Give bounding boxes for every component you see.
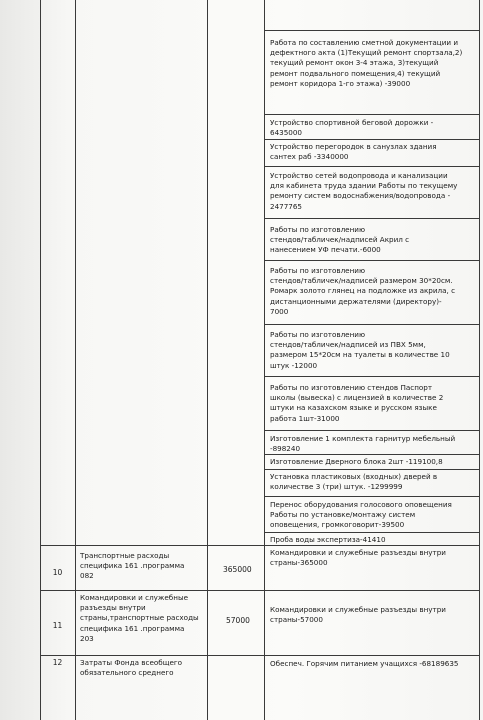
row-detail: Обеспеч. Горячим питанием учащихся -68189635 <box>270 659 459 668</box>
row-separator <box>264 376 480 377</box>
detail-block: Установка пластиковых (входных) дверей в количестве 3 (три) штук. -1299999 <box>270 472 438 492</box>
detail-block: Работа по составлению сметной документации и дефектного акта (1)Текущий ремонт спортзала,2) текущий ремонт окон 3-4 этажа, 3)текущий ремонт подвального помещения,4) текущий ремонт коридора 1-го этажа) -39000 <box>270 38 463 88</box>
row-detail: Командировки и служебные разъезды внутри страны-57000 <box>270 605 446 625</box>
row-amount: 57000 <box>226 616 250 625</box>
table-border-left <box>40 0 41 720</box>
row-number: 11 <box>52 621 63 630</box>
row-separator-full <box>40 590 480 591</box>
row-separator <box>264 469 480 470</box>
row-separator <box>264 218 480 219</box>
row-name: Командировки и служебные разъезды внутри страны,транспортные расходы специфика 161 .программа 203 <box>80 593 199 643</box>
detail-block: Изготовление Дверного блока 2шт -119100,8 <box>270 457 443 466</box>
row-separator <box>264 532 480 533</box>
row-detail: Командировки и служебные разъезды внутри страны-365000 <box>270 548 446 568</box>
detail-block: Изготовление 1 комплекта гарнитур мебельный -898240 <box>270 434 456 454</box>
detail-block: Устройство перегородок в санузлах здания сантех раб -3340000 <box>270 142 437 162</box>
detail-block: Перенос оборудования голосового оповещения Работы по установке/монтажу систем оповещения, громкоговорит-39500 <box>270 500 452 530</box>
row-separator <box>264 430 480 431</box>
row-number: 10 <box>52 568 63 577</box>
detail-block: Работы по изготовлению стендов/табличек/надписей из ПВХ 5мм, размером 15*20см на туалеты в количестве 10 штук -12000 <box>270 330 450 370</box>
row-separator <box>264 114 480 115</box>
row-separator <box>264 496 480 497</box>
row-separator <box>264 260 480 261</box>
row-number: 12 <box>52 658 63 667</box>
row-name: Транспортные расходы специфика 161 .программа 082 <box>80 551 185 581</box>
table-divider-name <box>207 0 208 720</box>
row-amount: 365000 <box>223 565 252 574</box>
row-separator <box>264 166 480 167</box>
detail-block: Работы по изготовлению стендов/табличек/надписей размером 30*20см. Ромарк золото глянец на подложке из акрила, с дистанционными держателями (директору)- 7000 <box>270 266 456 316</box>
detail-block: Устройство сетей водопровода и канализации для кабинета труда здании Работы по текущему ремонту систем водоснабжения/водопровода - 2477765 <box>270 171 458 211</box>
row-separator <box>264 139 480 140</box>
table-border-right <box>479 0 480 720</box>
table-divider-amount <box>264 0 265 720</box>
detail-block: Работы по изготовлению стендов/табличек/надписей Акрил с нанесением УФ печати.-6000 <box>270 225 410 255</box>
detail-block: Проба воды экспертиза-41410 <box>270 535 386 544</box>
row-separator <box>264 324 480 325</box>
detail-block: Устройство спортивной беговой дорожки - 6435000 <box>270 118 434 138</box>
row-separator-full <box>40 655 480 656</box>
row-name: Затраты Фонда всеобщего обязательного среднего <box>80 658 183 678</box>
detail-block: Работы по изготовлению стендов Паспорт школы (вывеска) с лицензией в количестве 2 штуки на казахском языке и русском языке работа 1шт-31000 <box>270 383 444 423</box>
row-separator <box>264 30 480 31</box>
table-divider-num <box>75 0 76 720</box>
